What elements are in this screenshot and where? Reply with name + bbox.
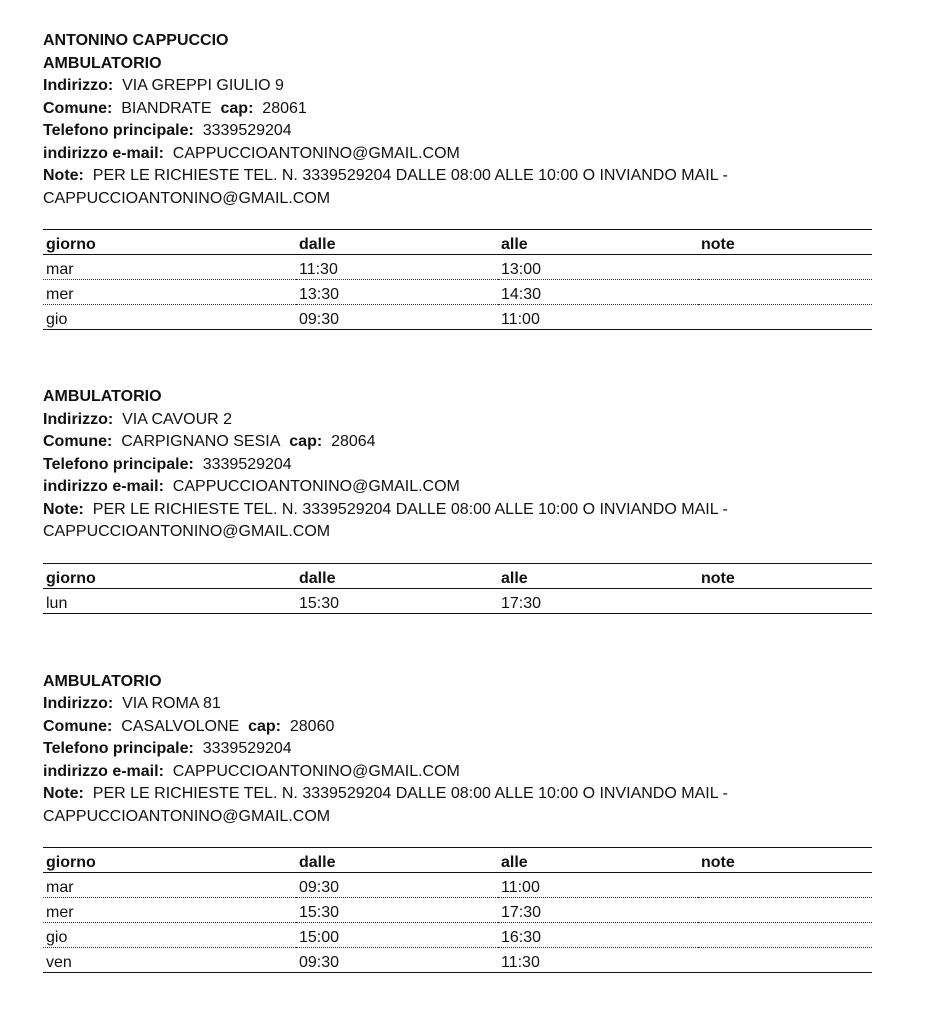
schedule-header-row bbox=[43, 563, 872, 588]
phone-line bbox=[43, 454, 873, 477]
section-type: AMBULATORIO bbox=[43, 54, 162, 72]
note-value: PER LE RICHIESTE TEL. N. 3339529204 DALLE 08:00 ALLE 10:00 O INVIANDO MAIL - bbox=[92, 500, 728, 518]
note-continuation: CAPPUCCIOANTONINO@GMAIL.COM bbox=[43, 523, 331, 540]
cell-alle: 17:30 bbox=[498, 588, 698, 613]
schedule-table bbox=[43, 229, 872, 330]
cap-label: cap: bbox=[289, 433, 323, 450]
cell-giorno: lun bbox=[43, 588, 296, 613]
cell-dalle: 09:30 bbox=[296, 305, 498, 330]
cell-giorno: mer bbox=[43, 898, 296, 923]
cell-alle: 11:00 bbox=[498, 873, 698, 898]
phone-label: Telefono principale: bbox=[43, 740, 194, 757]
note-label: Note: bbox=[43, 500, 84, 518]
email-label: indirizzo e-mail: bbox=[43, 144, 164, 162]
cell-giorno: gio bbox=[43, 923, 296, 948]
column-header-dalle: dalle bbox=[296, 230, 498, 255]
note-continuation: CAPPUCCIOANTONINO@GMAIL.COM bbox=[43, 189, 331, 207]
column-header-dalle: dalle bbox=[296, 848, 498, 873]
note-line bbox=[43, 165, 873, 188]
note-value: PER LE RICHIESTE TEL. N. 3339529204 DALLE 08:00 ALLE 10:00 O INVIANDO MAIL - bbox=[92, 785, 728, 802]
schedule-table bbox=[43, 563, 872, 614]
cell-dalle: 15:30 bbox=[296, 898, 498, 923]
schedule-row bbox=[43, 923, 872, 948]
comune-line bbox=[43, 431, 873, 454]
note-value: PER LE RICHIESTE TEL. N. 3339529204 DALLE 08:00 ALLE 10:00 O INVIANDO MAIL - bbox=[92, 167, 728, 184]
phone-line bbox=[43, 738, 873, 761]
comune-line bbox=[43, 716, 873, 739]
ambulatorio-section bbox=[43, 386, 873, 614]
email-line bbox=[43, 143, 873, 166]
note-line bbox=[43, 499, 873, 522]
sections-container bbox=[43, 53, 873, 974]
schedule-table bbox=[43, 847, 872, 973]
email-value: CAPPUCCIOANTONINO@GMAIL.COM bbox=[172, 144, 460, 162]
phone-label: Telefono principale: bbox=[43, 122, 194, 139]
note-continuation: CAPPUCCIOANTONINO@GMAIL.COM bbox=[43, 807, 331, 825]
note-line bbox=[43, 783, 873, 806]
address-line bbox=[43, 409, 873, 432]
cap-value: 28064 bbox=[331, 433, 376, 450]
cell-giorno: mar bbox=[43, 255, 296, 280]
column-header-note: note bbox=[698, 563, 872, 588]
comune-label: Comune: bbox=[43, 717, 113, 735]
comune-value: BIANDRATE bbox=[121, 99, 212, 117]
doctor-name: ANTONINO CAPPUCCIO bbox=[43, 32, 229, 49]
column-header-alle: alle bbox=[498, 848, 698, 873]
cap-label: cap: bbox=[220, 99, 254, 117]
schedule-row bbox=[43, 873, 872, 898]
cell-note bbox=[698, 305, 872, 330]
schedule-row bbox=[43, 305, 872, 330]
cell-alle: 16:30 bbox=[498, 923, 698, 948]
cell-alle: 14:30 bbox=[498, 280, 698, 305]
cell-note bbox=[698, 588, 872, 613]
schedule-header-row bbox=[43, 848, 872, 873]
schedule-row bbox=[43, 588, 872, 613]
address-value: VIA ROMA 81 bbox=[122, 695, 221, 712]
phone-value: 3339529204 bbox=[202, 122, 292, 139]
address-line bbox=[43, 75, 873, 98]
cell-note bbox=[698, 873, 872, 898]
cell-dalle: 15:00 bbox=[296, 923, 498, 948]
cell-giorno: gio bbox=[43, 305, 296, 330]
column-header-alle: alle bbox=[498, 230, 698, 255]
cell-giorno: mar bbox=[43, 873, 296, 898]
ambulatorio-section bbox=[43, 53, 873, 331]
comune-value: CASALVOLONE bbox=[121, 717, 240, 735]
cell-alle: 11:30 bbox=[498, 948, 698, 973]
schedule-row bbox=[43, 948, 872, 973]
comune-label: Comune: bbox=[43, 99, 113, 117]
note-label: Note: bbox=[43, 167, 84, 184]
cell-note bbox=[698, 280, 872, 305]
schedule-row bbox=[43, 280, 872, 305]
email-value: CAPPUCCIOANTONINO@GMAIL.COM bbox=[172, 762, 460, 780]
section-type: AMBULATORIO bbox=[43, 672, 162, 690]
email-line bbox=[43, 761, 873, 784]
cell-giorno: mer bbox=[43, 280, 296, 305]
comune-line bbox=[43, 98, 873, 121]
cell-note bbox=[698, 923, 872, 948]
ambulatorio-section bbox=[43, 671, 873, 974]
column-header-giorno: giorno bbox=[43, 230, 296, 255]
section-type: AMBULATORIO bbox=[43, 388, 162, 405]
cell-dalle: 15:30 bbox=[296, 588, 498, 613]
cell-alle: 17:30 bbox=[498, 898, 698, 923]
column-header-giorno: giorno bbox=[43, 848, 296, 873]
cell-alle: 13:00 bbox=[498, 255, 698, 280]
comune-label: Comune: bbox=[43, 433, 113, 450]
column-header-giorno: giorno bbox=[43, 563, 296, 588]
cell-dalle: 09:30 bbox=[296, 873, 498, 898]
cell-dalle: 13:30 bbox=[296, 280, 498, 305]
cell-dalle: 11:30 bbox=[296, 255, 498, 280]
schedule-row bbox=[43, 898, 872, 923]
email-label: indirizzo e-mail: bbox=[43, 762, 164, 780]
phone-value: 3339529204 bbox=[202, 740, 292, 757]
address-value: VIA GREPPI GIULIO 9 bbox=[122, 77, 284, 94]
address-label: Indirizzo: bbox=[43, 410, 114, 428]
cell-alle: 11:00 bbox=[498, 305, 698, 330]
address-value: VIA CAVOUR 2 bbox=[122, 410, 233, 428]
note-label: Note: bbox=[43, 785, 84, 802]
address-label: Indirizzo: bbox=[43, 695, 114, 712]
cap-value: 28060 bbox=[289, 717, 335, 735]
cap-value: 28061 bbox=[262, 99, 307, 117]
email-label: indirizzo e-mail: bbox=[43, 478, 164, 495]
phone-line bbox=[43, 120, 873, 143]
email-line bbox=[43, 476, 873, 499]
column-header-note: note bbox=[698, 230, 872, 255]
cell-note bbox=[698, 948, 872, 973]
column-header-dalle: dalle bbox=[296, 563, 498, 588]
phone-label: Telefono principale: bbox=[43, 455, 194, 473]
cell-giorno: ven bbox=[43, 948, 296, 973]
cell-dalle: 09:30 bbox=[296, 948, 498, 973]
cell-note bbox=[698, 898, 872, 923]
address-label: Indirizzo: bbox=[43, 77, 114, 94]
cap-label: cap: bbox=[248, 717, 281, 735]
column-header-note: note bbox=[698, 848, 872, 873]
cell-note bbox=[698, 255, 872, 280]
address-line bbox=[43, 693, 873, 716]
document bbox=[43, 30, 873, 973]
schedule-header-row bbox=[43, 230, 872, 255]
comune-value: CARPIGNANO SESIA bbox=[121, 433, 281, 450]
schedule-row bbox=[43, 255, 872, 280]
email-value: CAPPUCCIOANTONINO@GMAIL.COM bbox=[172, 478, 460, 495]
column-header-alle: alle bbox=[498, 563, 698, 588]
phone-value: 3339529204 bbox=[202, 455, 292, 473]
